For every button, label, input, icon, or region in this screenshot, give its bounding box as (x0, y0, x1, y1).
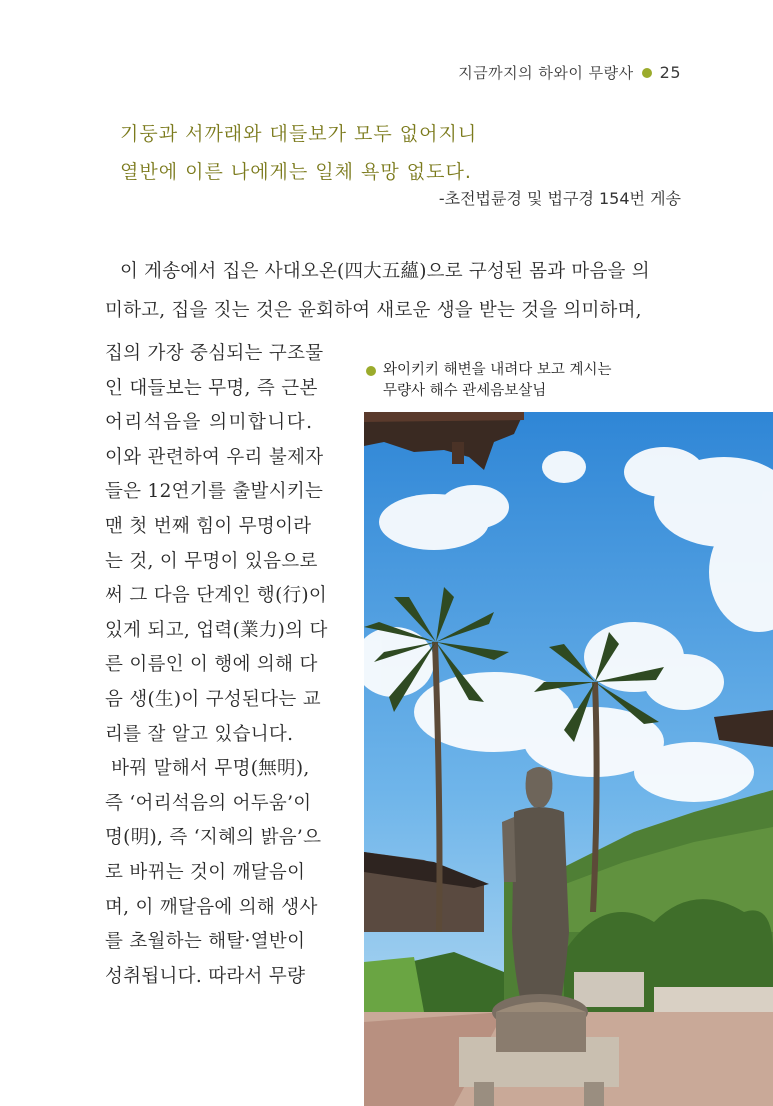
body-column-line: 인 대들보는 무명, 즉 근본 (105, 377, 318, 399)
body-column-line: 있게 되고, 업력(業力)의 다 (105, 619, 328, 641)
running-title: 지금까지의 하와이 무량사 (458, 64, 634, 82)
body-column-line: 들은 12연기를 출발시키는 (105, 481, 324, 503)
page-number: 25 (659, 63, 681, 82)
body-column-line: 바꿔 말해서 무명(無明), (105, 758, 310, 780)
body-column-line: 집의 가장 중심되는 구조물 (105, 343, 324, 364)
bullet-dot-icon (642, 68, 652, 78)
body-column-line: 써 그 다음 단계인 행(行)이 (105, 585, 328, 607)
temple-photo (364, 412, 773, 1106)
body-column-line: 맨 첫 번째 힘이 무명이라 (105, 515, 312, 537)
body-column-line: 를 초월하는 해탈·열반이 (105, 931, 306, 953)
body-column-line: 리를 잘 알고 있습니다. (105, 723, 294, 745)
body-column-line: 명(明), 즉 ‘지혜의 밝음’으 (105, 827, 322, 849)
photo-caption (366, 360, 612, 402)
caption-line-2: 무량사 해수 관세음보살님 (383, 383, 547, 399)
running-header (458, 62, 681, 83)
body-column-line: 른 이름인 이 행에 의해 다 (105, 654, 318, 676)
body-column-line: 로 바뀌는 것이 깨달음이 (105, 861, 306, 883)
verse-source: -초전법륜경 및 법구경 154번 게송 (438, 189, 681, 208)
body-column-line: 는 것, 이 무명이 있음으로 (105, 550, 318, 572)
temple-photo-illustration (364, 412, 773, 1106)
body-line-2: 미하고, 집을 짓는 것은 윤회하여 새로운 생을 받는 것을 의미하며, (105, 300, 642, 321)
body-column-line: 이와 관련하여 우리 불제자 (105, 446, 324, 468)
verse-line-1: 기둥과 서까래와 대들보가 모두 없어지니 (120, 123, 478, 145)
body-line-1: 이 게송에서 집은 사대오온(四大五蘊)으로 구성된 몸과 마음을 의 (120, 261, 650, 282)
body-column (105, 337, 345, 994)
body-column-line: 성취됩니다. 따라서 무량 (105, 965, 306, 987)
caption-bullet-icon (366, 366, 376, 376)
body-column-line: 어리석음을 의미합니다. (105, 412, 314, 434)
caption-line-1: 와이키키 해변을 내려다 보고 계시는 (383, 362, 612, 378)
verse-block (120, 115, 477, 191)
verse-line-2: 열반에 이른 나에게는 일체 욕망 없도다. (120, 161, 472, 183)
body-column-line: 며, 이 깨달음에 의해 생사 (105, 896, 318, 918)
body-column-line: 즉 ‘어리석음의 어두움’이 (105, 792, 312, 814)
body-column-line: 음 생(生)이 구성된다는 교 (105, 688, 321, 710)
